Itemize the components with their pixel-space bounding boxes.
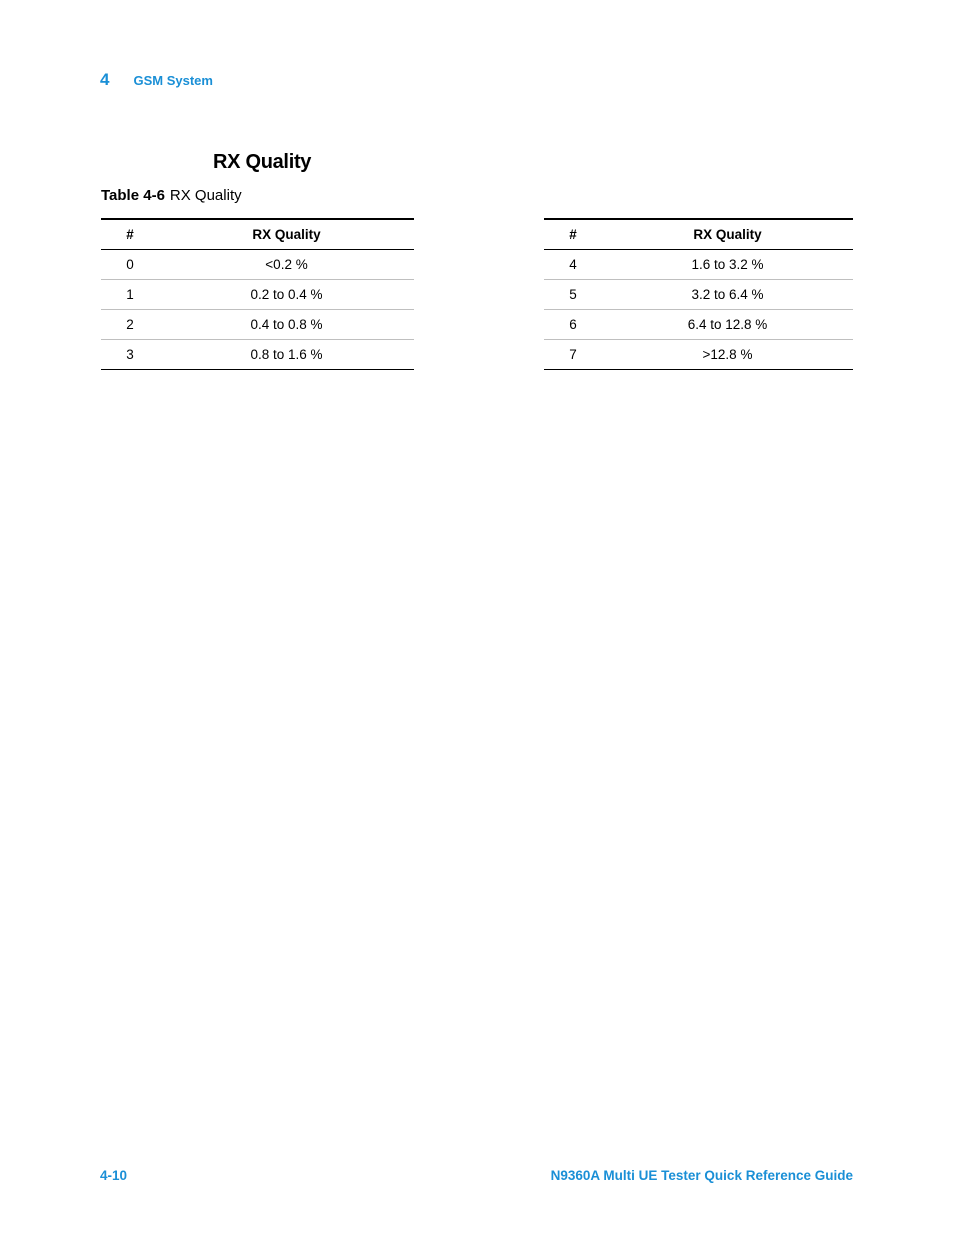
table-caption-label: Table 4-6 [101,187,165,204]
table-row [101,250,414,280]
table-row [544,310,853,340]
table-row [101,280,414,310]
table-cell-rx-quality: 0.4 to 0.8 % [250,317,323,332]
table-cell-number: 0 [126,257,134,272]
table-cell-number: 6 [569,317,577,332]
table-cell-number: 5 [569,287,577,302]
column-header-rx-quality: RX Quality [252,227,321,242]
table-caption [101,187,242,204]
column-header-number: # [569,227,577,242]
page-number: 4-10 [100,1168,128,1183]
chapter-number: 4 [100,70,110,89]
table-caption-text: RX Quality [169,187,242,204]
table-cell-rx-quality: >12.8 % [702,347,753,362]
table-row [101,340,414,370]
guide-title: N9360A Multi UE Tester Quick Reference Guide [550,1168,853,1183]
table-cell-number: 4 [569,257,577,272]
column-header-rx-quality: RX Quality [693,227,762,242]
rx-quality-table-left [101,218,414,370]
table-row [544,280,853,310]
table-header-row [544,219,853,250]
table-cell-number: 3 [126,347,134,362]
table-cell-rx-quality: 1.6 to 3.2 % [691,257,764,272]
chapter-title: GSM System [133,73,213,88]
table-row [544,250,853,280]
table-cell-number: 7 [569,347,577,362]
table-cell-number: 2 [126,317,134,332]
table-cell-rx-quality: <0.2 % [265,257,308,272]
section-title: RX Quality [213,151,312,173]
table-cell-number: 1 [126,287,134,302]
table-cell-rx-quality: 3.2 to 6.4 % [691,287,764,302]
column-header-number: # [126,227,134,242]
table-cell-rx-quality: 0.2 to 0.4 % [250,287,323,302]
table-row [544,340,853,370]
rx-quality-table-right [544,218,853,370]
table-cell-rx-quality: 6.4 to 12.8 % [687,317,768,332]
table-row [101,310,414,340]
chapter-header [100,70,213,94]
table-cell-rx-quality: 0.8 to 1.6 % [250,347,323,362]
table-header-row [101,219,414,250]
